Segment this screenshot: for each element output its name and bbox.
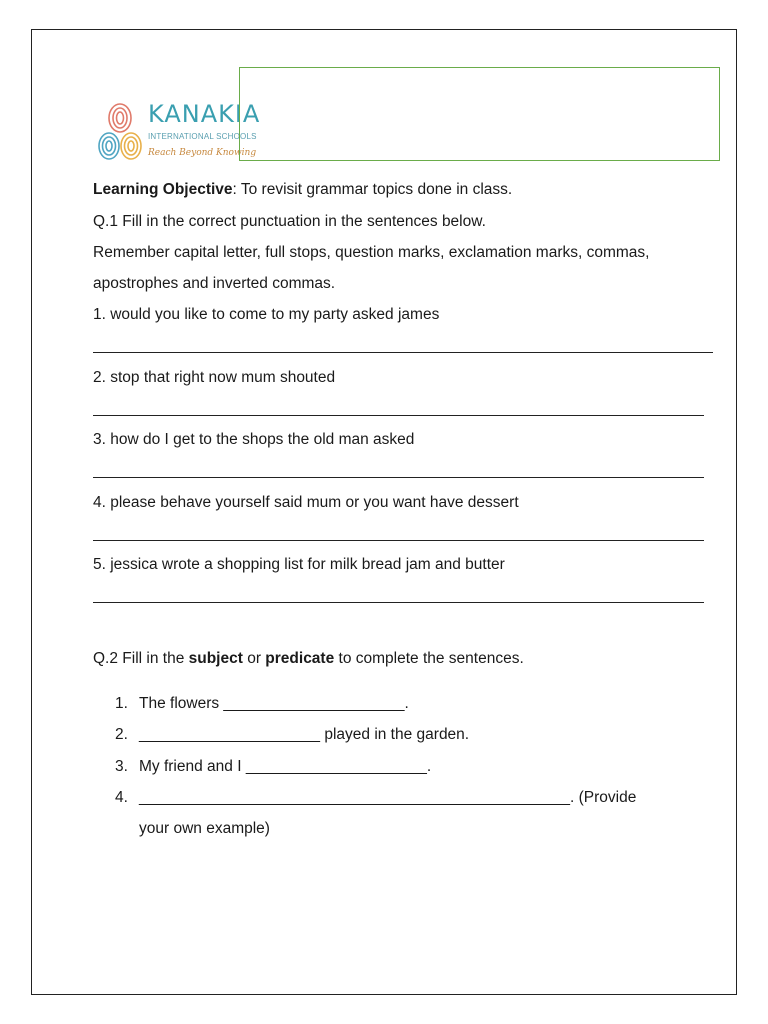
learning-objective: [93, 182, 512, 198]
q2-item-4[interactable]: __________________________________________________. (Provide: [139, 789, 637, 806]
q2-prefix: Q.2 Fill in the: [93, 650, 189, 667]
q2-item-3[interactable]: My friend and I _____________________.: [139, 758, 432, 775]
q1-item-3: 3. how do I get to the shops the old man asked: [93, 431, 415, 448]
q2-or-word: or: [242, 650, 266, 667]
answer-line-2[interactable]: [93, 415, 704, 416]
q1-instruction-line2: apostrophes and inverted commas.: [93, 275, 336, 292]
q2-item-2[interactable]: _____________________ played in the garden.: [139, 726, 470, 743]
q2-item-1[interactable]: The flowers _____________________.: [139, 695, 409, 712]
q2-subject-word: subject: [188, 650, 243, 667]
logo-subtitle: INTERNATIONAL SCHOOLS: [148, 132, 257, 141]
logo-brand-text: KANAKIA: [148, 100, 261, 128]
q2-item-4-number: 4.: [115, 789, 128, 806]
q2-suffix: to complete the sentences.: [334, 650, 524, 667]
q1-item-1: 1. would you like to come to my party asked james: [93, 306, 440, 323]
objective-text: : To revisit grammar topics done in class.: [232, 181, 513, 198]
answer-line-4[interactable]: [93, 540, 704, 541]
q1-item-2: 2. stop that right now mum shouted: [93, 369, 336, 386]
objective-label: Learning Objective: [93, 181, 233, 198]
q1-item-4: 4. please behave yourself said mum or you want have dessert: [93, 494, 519, 511]
answer-line-5[interactable]: [93, 602, 704, 603]
q1-item-5: 5. jessica wrote a shopping list for milk bread jam and butter: [93, 556, 505, 573]
q2-item-2-number: 2.: [115, 726, 128, 743]
logo-tagline: Reach Beyond Knowing: [148, 148, 257, 158]
answer-line-1[interactable]: [93, 352, 713, 353]
logo-rings-icon: [96, 88, 146, 168]
student-info-box[interactable]: [239, 67, 720, 161]
q2-item-3-number: 3.: [115, 758, 128, 775]
school-logo: [96, 88, 261, 168]
q1-instruction-line1: Remember capital letter, full stops, question marks, exclamation marks, commas,: [93, 244, 650, 261]
answer-line-3[interactable]: [93, 477, 704, 478]
q1-title: Q.1 Fill in the correct punctuation in the sentences below.: [93, 213, 486, 230]
page-border: [31, 29, 737, 995]
q2-item-1-number: 1.: [115, 695, 128, 712]
q2-predicate-word: predicate: [265, 650, 335, 667]
q2-item-4-continuation: your own example): [139, 820, 270, 837]
q2-title: [93, 651, 524, 667]
